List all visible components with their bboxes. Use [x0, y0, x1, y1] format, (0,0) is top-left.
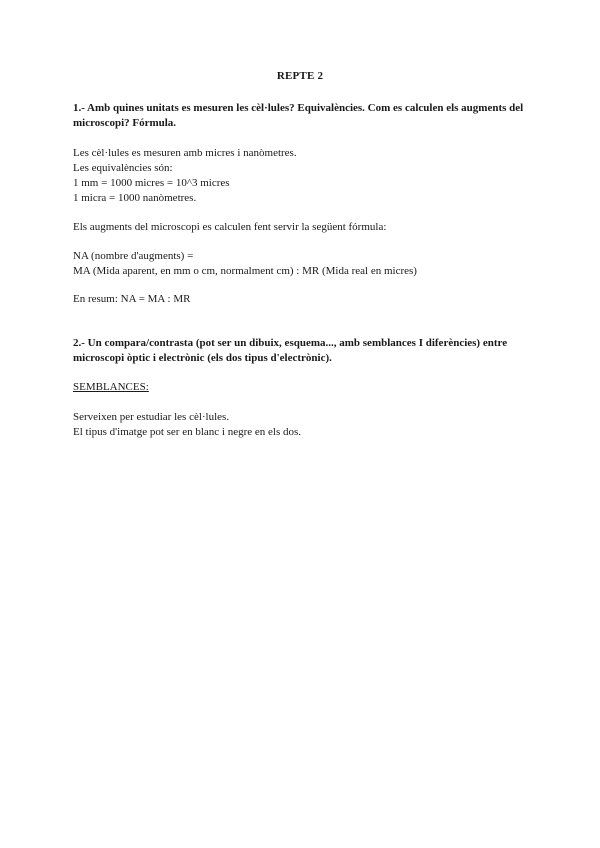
answer-line: 1 mm = 1000 micres = 10^3 micres: [73, 177, 230, 189]
answer-line: 1 micra = 1000 nanòmetres.: [73, 192, 197, 204]
semblance-line: El tipus d'imatge pot ser en blanc i negre en els dos.: [73, 426, 302, 438]
answer-line: Les equivalències són:: [73, 162, 173, 174]
question-2-heading-line-1: 2.- Un compara/contrasta (pot ser un dibuix, esquema..., amb semblances I diferències) entre: [73, 337, 508, 349]
semblance-line: Serveixen per estudiar les cèl·lules.: [73, 411, 230, 423]
formula-line-1: NA (nombre d'augments) =: [73, 250, 194, 262]
question-2-heading: [73, 336, 533, 366]
question-1-answer: [73, 146, 533, 206]
semblances-subheading: SEMBLANCES:: [73, 381, 149, 393]
question-1-heading: [73, 101, 533, 131]
question-1-heading-line-2: microscopi? Fórmula.: [73, 117, 177, 129]
summary: En resum: NA = MA : MR: [73, 293, 191, 305]
formula-intro: Els augments del microscopi es calculen fent servir la següent fórmula:: [73, 221, 387, 233]
question-2-heading-line-2: microscopi òptic i electrònic (els dos tipus d'electrònic).: [73, 352, 332, 364]
formula: [73, 249, 533, 279]
semblances-list: [73, 410, 533, 440]
document-title: REPTE 2: [276, 70, 324, 82]
question-1-heading-line-1: 1.- Amb quines unitats es mesuren les cèl·lules? Equivalències. Com es calculen els augments del: [73, 102, 524, 114]
answer-line: Les cèl·lules es mesuren amb micres i nanòmetres.: [73, 147, 297, 159]
formula-line-2: MA (Mida aparent, en mm o cm, normalment cm) : MR (Mida real en micres): [73, 265, 417, 277]
